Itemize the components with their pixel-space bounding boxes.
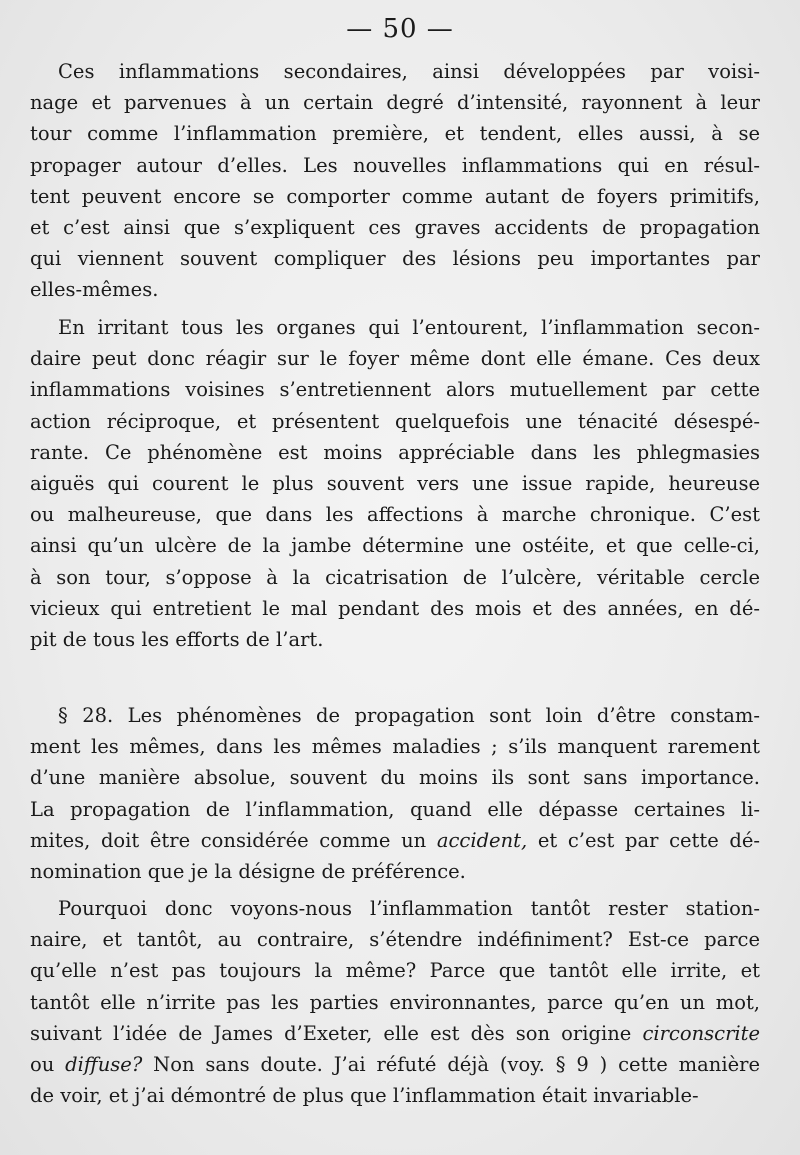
text-line: ou diffuse? Non sans doute. J’ai réfuté déjà (voy. § 9 ) cette manière (30, 1052, 760, 1076)
text-line: ou malheureuse, que dans les affections à marche chronique. C’est (30, 503, 760, 527)
text-line: de voir, et j’ai démontré de plus que l’inflammation était invariable- (30, 1084, 699, 1108)
text-line: inflammations voisines s’entretiennent alors mutuellement par cette (30, 378, 760, 402)
text-line: à son tour, s’oppose à la cicatrisation de l’ulcère, véritable cercle (30, 565, 760, 589)
text-line: tantôt elle n’irrite pas les parties environnantes, parce qu’en un mot, (30, 990, 760, 1014)
text-line: propager autour d’elles. Les nouvelles inflammations qui en résul- (30, 153, 760, 177)
text-line: et c’est ainsi que s’expliquent ces graves accidents de propagation (30, 215, 760, 239)
text-line: qui viennent souvent compliquer des lésions peu importantes par (30, 247, 760, 271)
text-line: ment les mêmes, dans les mêmes maladies ; s’ils manquent rarement (30, 735, 760, 759)
text-line: aiguës qui courent le plus souvent vers une issue rapide, heureuse (30, 471, 760, 495)
text-line: naire, et tantôt, au contraire, s’étendre indéfiniment? Est-ce parce (30, 928, 760, 952)
text-line: nomination que je la désigne de préférence. (30, 859, 466, 883)
paragraph (30, 312, 760, 655)
text-line: daire peut donc réagir sur le foyer même dont elle émane. Ces deux (30, 347, 760, 371)
text-line: tour comme l’inflammation première, et tendent, elles aussi, à se (30, 122, 760, 146)
text-line: action réciproque, et présentent quelquefois une ténacité désespé- (30, 409, 760, 433)
text-line: La propagation de l’inflammation, quand elle dépasse certaines li- (30, 797, 760, 821)
text-line: Ces inflammations secondaires, ainsi développées par voisi- (58, 60, 760, 83)
page-number: — 50 — (346, 14, 454, 44)
text-line: tent peuvent encore se comporter comme autant de foyers primitifs, (30, 184, 760, 208)
text-line: mites, doit être considérée comme un accident, et c’est par cette dé- (30, 828, 760, 852)
text-line: En irritant tous les organes qui l’entourent, l’inflammation secon- (58, 316, 760, 339)
text-line: § 28. Les phénomènes de propagation sont loin d’être constam- (58, 704, 760, 727)
paragraph (30, 893, 760, 1111)
text-line: Pourquoi donc voyons-nous l’inflammation tantôt rester station- (58, 897, 760, 920)
paragraph (30, 56, 760, 306)
text-line: nage et parvenues à un certain degré d’intensité, rayonnent à leur (30, 91, 760, 115)
text-line: elles-mêmes. (30, 278, 159, 302)
text-line: qu’elle n’est pas toujours la même? Parce que tantôt elle irrite, et (30, 959, 760, 983)
text-line: rante. Ce phénomène est moins appréciable dans les phlegmasies (30, 440, 760, 464)
text-line: pit de tous les efforts de l’art. (30, 627, 324, 651)
text-line: ainsi qu’un ulcère de la jambe détermine une ostéite, et que celle-ci, (30, 534, 760, 558)
text-line: suivant l’idée de James d’Exeter, elle est dès son origine circonscrite (30, 1021, 760, 1045)
text-line: d’une manière absolue, souvent du moins ils sont sans importance. (30, 766, 760, 790)
text-line: vicieux qui entretient le mal pendant des mois et des années, en dé- (30, 596, 760, 620)
paragraph (30, 700, 760, 887)
